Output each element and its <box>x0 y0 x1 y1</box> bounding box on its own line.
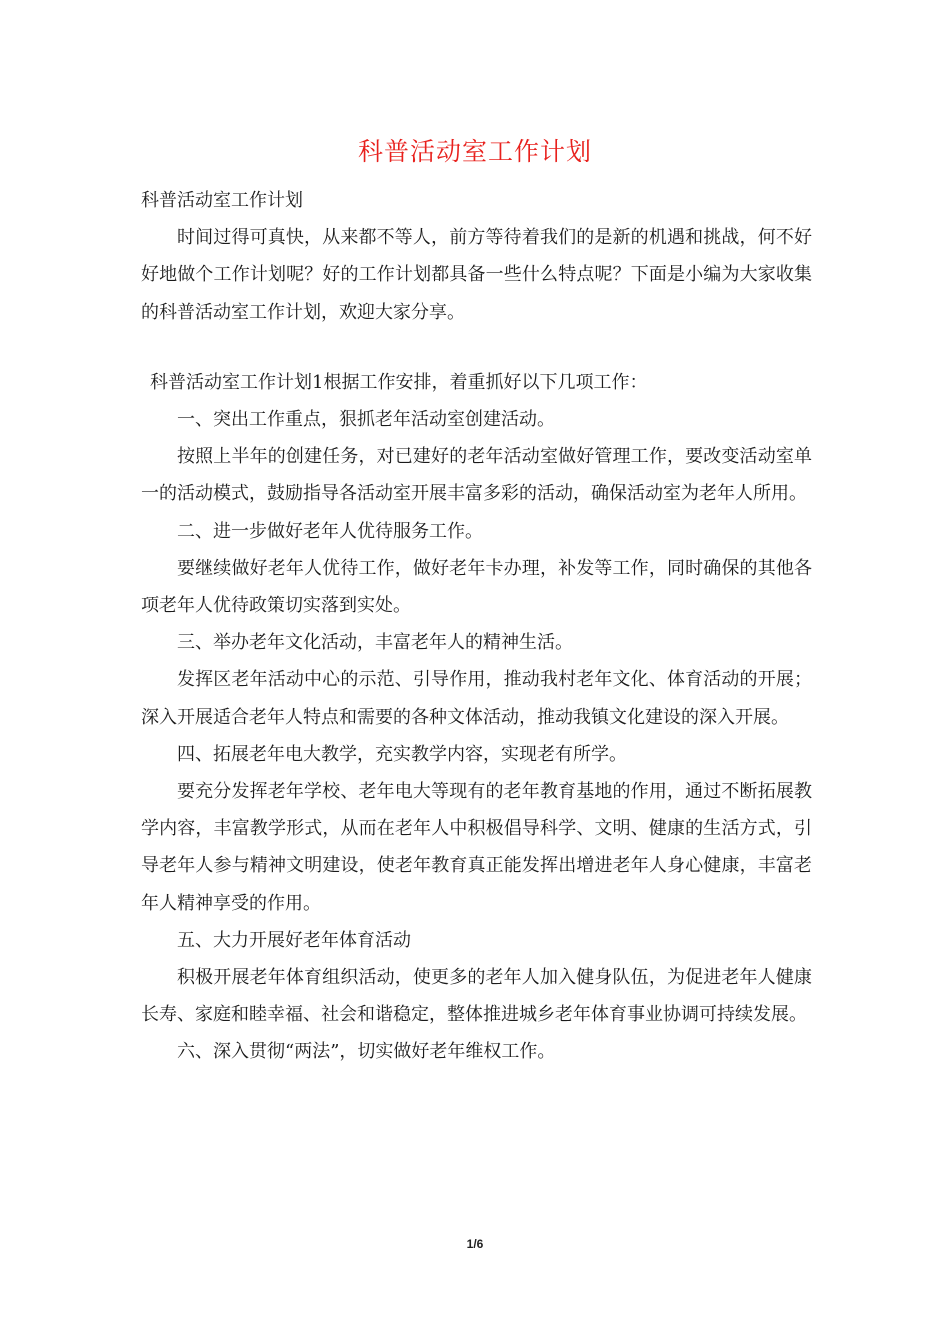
section-body-4: 要充分发挥老年学校、老年电大等现有的老年教育基地的作用，通过不断拓展教学内容，丰富教学形式，从而在老年人中积极倡导科学、文明、健康的生活方式，引导老年人参与精神文明建设，使老年教育真正能发挥出增进老年人身心健康，丰富老年人精神享受的作用。 <box>141 781 812 914</box>
section-heading-1: 一、突出工作重点，狠抓老年活动室创建活动。 <box>177 409 555 431</box>
section-heading-3: 三、举办老年文化活动，丰富老年人的精神生活。 <box>177 632 573 654</box>
document-title: 科普活动室工作计划 <box>357 137 592 166</box>
section-body-2: 要继续做好老年人优待工作，做好老年卡办理，补发等工作，同时确保的其他各项老年人优待政策切实落到实处。 <box>141 557 812 617</box>
section-body-1: 按照上半年的创建任务，对已建好的老年活动室做好管理工作，要改变活动室单一的活动模式，鼓励指导各活动室开展丰富多彩的活动，确保活动室为老年人所用。 <box>141 446 812 505</box>
paragraph-spacer <box>141 331 812 364</box>
page-number: 1/6 <box>466 1237 484 1251</box>
section-heading-5: 五、大力开展好老年体育活动 <box>177 929 411 951</box>
section-body-5: 积极开展老年体育组织活动，使更多的老年人加入健身队伍，为促进老年人健康长寿、家庭和睦幸福、社会和谐稳定，整体推进城乡老年体育事业协调可持续发展。 <box>141 967 812 1026</box>
section-heading-4: 四、拓展老年电大教学，充实教学内容，实现老有所学。 <box>177 743 627 765</box>
section-heading-6: 六、深入贯彻“两法”，切实做好老年维权工作。 <box>177 1041 556 1063</box>
section-body-3: 发挥区老年活动中心的示范、引导作用，推动我村老年文化、体育活动的开展；深入开展适合老年人特点和需要的各种文体活动，推动我镇文化建设的深入开展。 <box>141 669 812 728</box>
section-heading-2: 二、进一步做好老年人优待服务工作。 <box>177 520 483 542</box>
document-body <box>141 182 812 1071</box>
intro-paragraph: 时间过得可真快，从来都不等人，前方等待着我们的是新的机遇和挑战，何不好好地做个工作计划呢？好的工作计划都具备一些什么特点呢？下面是小编为大家收集的科普活动室工作计划，欢迎大家分享。 <box>141 227 812 323</box>
subtitle-paragraph: 科普活动室工作计划 <box>141 190 303 211</box>
plan-1-heading: 科普活动室工作计划1根据工作安排，着重抓好以下几项工作： <box>150 371 648 393</box>
